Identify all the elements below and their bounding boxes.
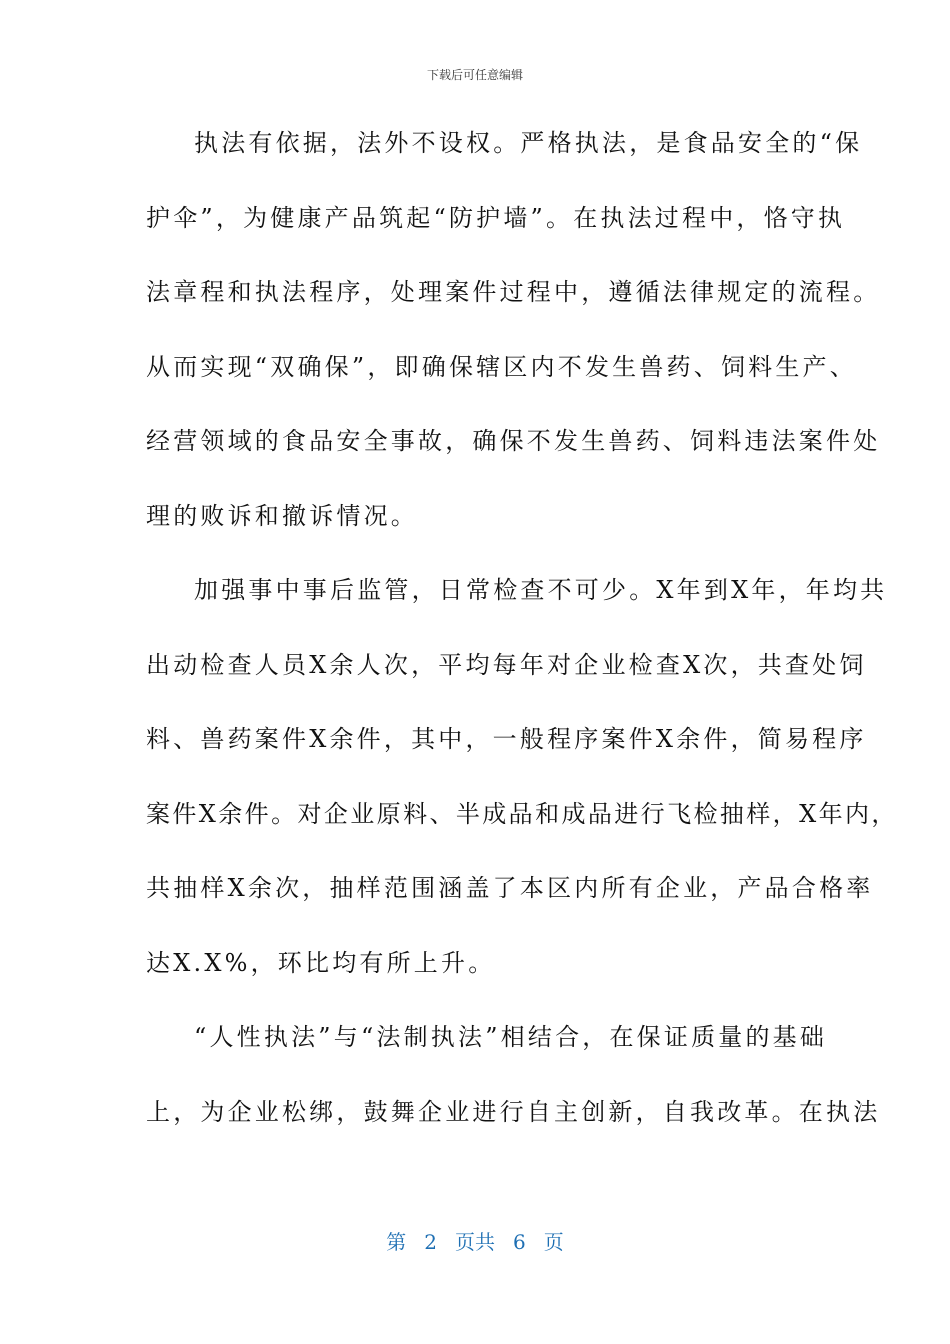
- footer-middle: 页共: [455, 1230, 495, 1254]
- paragraph-3-line-2: 上，为企业松绑，鼓舞企业进行自主创新，自我改革。在执法: [146, 1097, 881, 1126]
- footer-prefix: 第: [386, 1230, 407, 1254]
- page-header-note: 下载后可任意编辑: [426, 68, 523, 82]
- paragraph-1-line-1: 执法有依据，法外不设权。严格执法，是食品安全的“保: [194, 129, 863, 157]
- paragraph-2-line-6: 达X.X%，环比均有所上升。: [146, 948, 496, 977]
- paragraph-2-line-3: 料、兽药案件X余件，其中，一般程序案件X余件，简易程序: [146, 725, 867, 753]
- footer-suffix: 页: [543, 1230, 564, 1254]
- paragraph-1-line-4: 从而实现“双确保”，即确保辖区内不发生兽药、饲料生产、: [146, 352, 857, 381]
- paragraph-2-line-4: 案件X余件。对企业原料、半成品和成品进行飞检抽样，X年内，: [146, 799, 898, 828]
- document-body: [146, 119, 898, 1162]
- footer-current-page: 2: [424, 1230, 437, 1254]
- page-number-footer: [0, 1226, 950, 1255]
- paragraph-2-line-5: 共抽样X余次，抽样范围涵盖了本区内所有企业，产品合格率: [146, 874, 874, 902]
- paragraph-1-line-6: 理的败诉和撤诉情况。: [146, 501, 418, 530]
- paragraph-1-line-3: 法章程和执法程序，处理案件过程中，遵循法律规定的流程。: [146, 278, 881, 306]
- paragraph-3-line-1: “人性执法”与“法制执法”相结合，在保证质量的基础: [194, 1023, 828, 1051]
- footer-total-pages: 6: [513, 1230, 526, 1254]
- paragraph-1-line-5: 经营领域的食品安全事故，确保不发生兽药、饲料违法案件处: [146, 427, 881, 455]
- paragraph-2-line-1: 加强事中事后监管，日常检查不可少。X年到X年，年均共: [194, 576, 888, 604]
- paragraph-1-line-2: 护伞”，为健康产品筑起“防护墙”。在执法过程中，恪守执: [146, 203, 846, 232]
- paragraph-2-line-2: 出动检查人员X余人次，平均每年对企业检查X次，共查处饲: [146, 650, 867, 679]
